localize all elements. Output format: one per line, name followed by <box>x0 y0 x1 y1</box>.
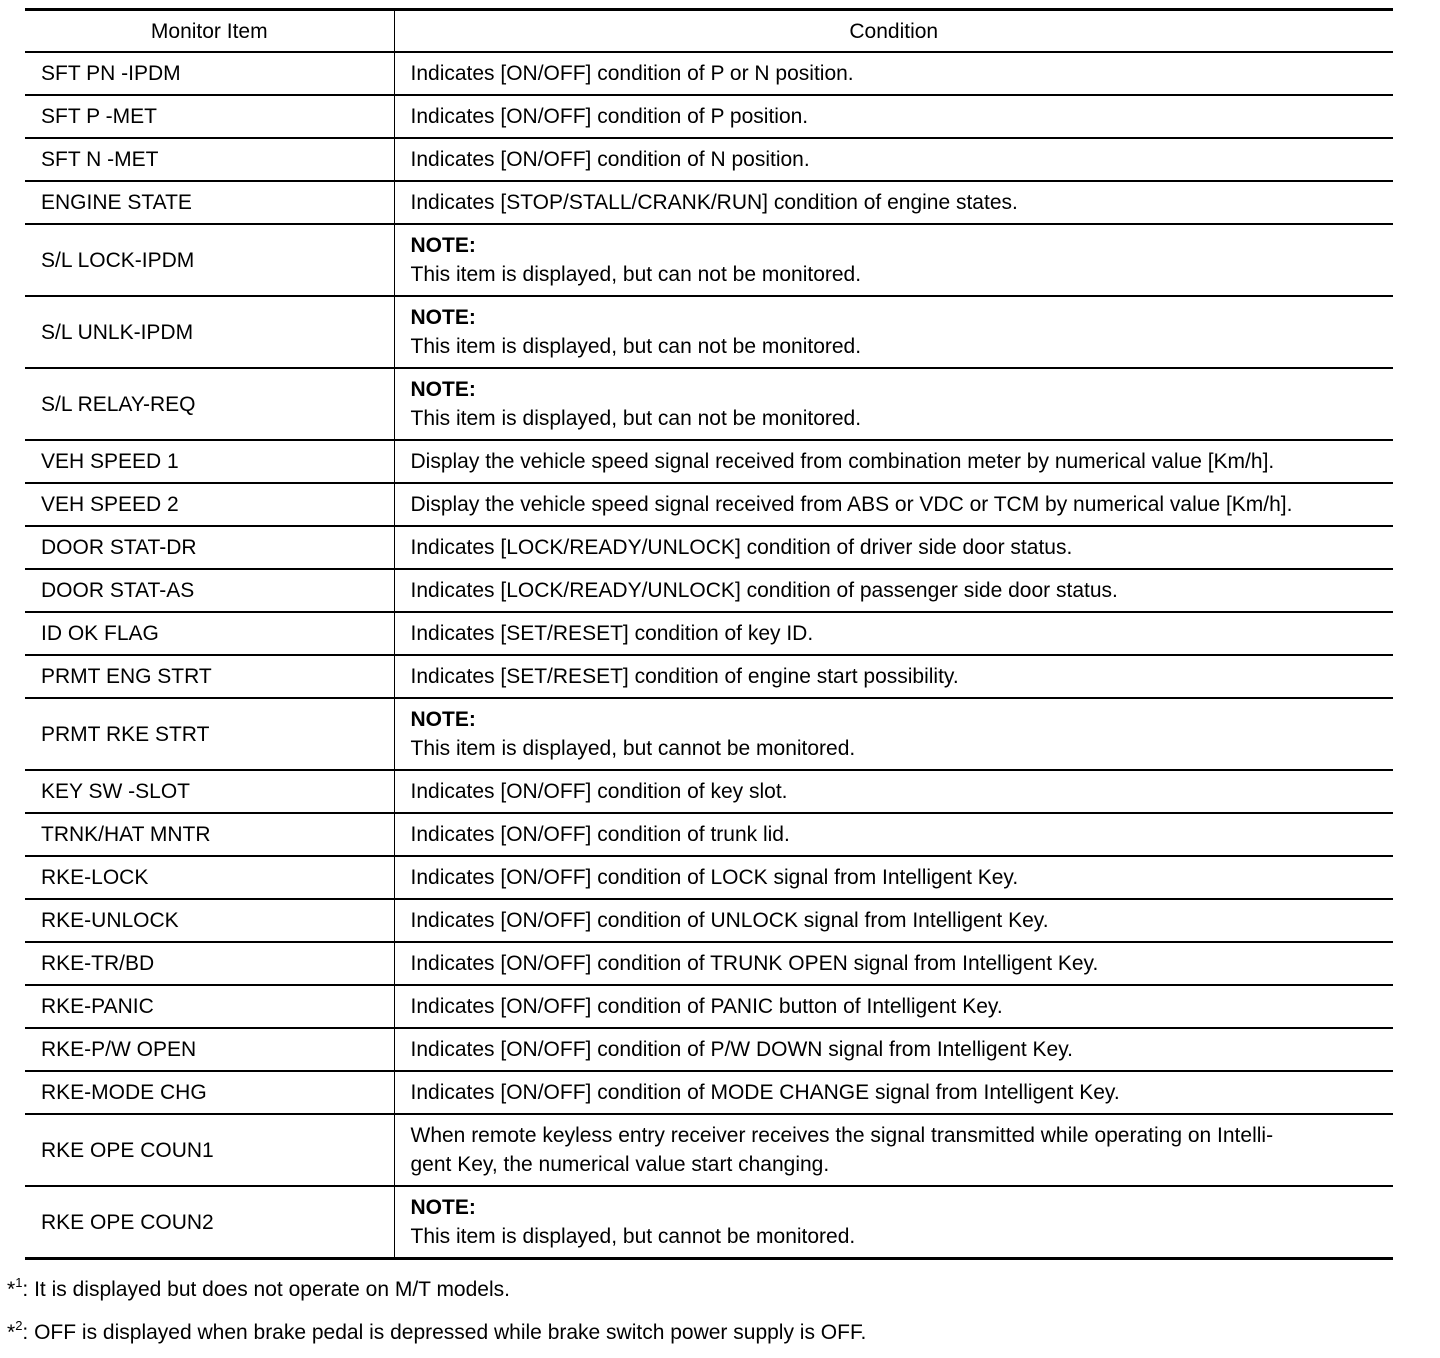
monitor-item-cell: RKE-MODE CHG <box>25 1071 394 1114</box>
condition-cell: Display the vehicle speed signal received from ABS or VDC or TCM by numerical value [Km/h]. <box>394 483 1393 526</box>
footnote-mark: * <box>7 1321 16 1344</box>
note-text: This item is displayed, but can not be monitored. <box>410 263 862 286</box>
note-text: This item is displayed, but cannot be monitored. <box>410 737 856 760</box>
condition-cell: Indicates [ON/OFF] condition of MODE CHANGE signal from Intelligent Key. <box>394 1071 1393 1114</box>
table-row <box>25 942 1393 985</box>
monitor-item-cell: S/L UNLK-IPDM <box>25 296 394 368</box>
condition-cell: Indicates [ON/OFF] condition of P/W DOWN signal from Intelligent Key. <box>394 1028 1393 1071</box>
table-row <box>25 296 1393 368</box>
condition-cell: Indicates [ON/OFF] condition of TRUNK OPEN signal from Intelligent Key. <box>394 942 1393 985</box>
monitor-item-cell: ENGINE STATE <box>25 181 394 224</box>
monitor-item-cell: RKE-PANIC <box>25 985 394 1028</box>
condition-cell: Indicates [ON/OFF] condition of LOCK signal from Intelligent Key. <box>394 856 1393 899</box>
note-text: This item is displayed, but can not be monitored. <box>410 407 862 430</box>
condition-cell: Indicates [STOP/STALL/CRANK/RUN] condition of engine states. <box>394 181 1393 224</box>
monitor-item-cell: S/L RELAY-REQ <box>25 368 394 440</box>
monitor-item-cell: VEH SPEED 1 <box>25 440 394 483</box>
monitor-item-cell: PRMT ENG STRT <box>25 655 394 698</box>
table-row <box>25 899 1393 942</box>
table-row <box>25 526 1393 569</box>
monitor-item-cell: RKE OPE COUN1 <box>25 1114 394 1186</box>
note-label: NOTE: <box>410 378 476 401</box>
note-text: This item is displayed, but can not be monitored. <box>410 335 862 358</box>
note-label: NOTE: <box>410 708 476 731</box>
monitor-item-cell: RKE-UNLOCK <box>25 899 394 942</box>
monitor-item-cell: ID OK FLAG <box>25 612 394 655</box>
footnote-mark: * <box>7 1278 16 1301</box>
condition-cell: Indicates [ON/OFF] condition of trunk lid. <box>394 813 1393 856</box>
monitor-item-cell: SFT PN -IPDM <box>25 52 394 95</box>
table-row <box>25 1114 1393 1186</box>
monitor-item-cell: RKE-P/W OPEN <box>25 1028 394 1071</box>
table-row <box>25 368 1393 440</box>
column-header-condition: Condition <box>394 10 1393 53</box>
table-row <box>25 612 1393 655</box>
footnote-number: 1 <box>15 1275 23 1290</box>
monitor-item-cell: RKE OPE COUN2 <box>25 1186 394 1259</box>
monitor-item-cell: DOOR STAT-DR <box>25 526 394 569</box>
table-row <box>25 138 1393 181</box>
table-row <box>25 95 1393 138</box>
condition-cell <box>394 1186 1393 1259</box>
table-row <box>25 698 1393 770</box>
condition-cell <box>394 224 1393 296</box>
condition-cell: Display the vehicle speed signal received from combination meter by numerical value [Km/h]. <box>394 440 1393 483</box>
monitor-item-cell: S/L LOCK-IPDM <box>25 224 394 296</box>
table-row <box>25 440 1393 483</box>
monitor-item-cell: SFT P -MET <box>25 95 394 138</box>
condition-cell: Indicates [ON/OFF] condition of PANIC button of Intelligent Key. <box>394 985 1393 1028</box>
note-label: NOTE: <box>410 306 476 329</box>
column-header-monitor-item: Monitor Item <box>25 10 394 53</box>
table-row <box>25 813 1393 856</box>
condition-cell: Indicates [LOCK/READY/UNLOCK] condition of passenger side door status. <box>394 569 1393 612</box>
monitor-item-cell: VEH SPEED 2 <box>25 483 394 526</box>
condition-cell: Indicates [ON/OFF] condition of UNLOCK signal from Intelligent Key. <box>394 899 1393 942</box>
condition-cell: Indicates [SET/RESET] condition of key ID. <box>394 612 1393 655</box>
note-label: NOTE: <box>410 234 476 257</box>
monitor-item-cell: DOOR STAT-AS <box>25 569 394 612</box>
table-row <box>25 985 1393 1028</box>
condition-cell: Indicates [LOCK/READY/UNLOCK] condition of driver side door status. <box>394 526 1393 569</box>
table-row <box>25 1071 1393 1114</box>
table-row <box>25 483 1393 526</box>
condition-cell: Indicates [SET/RESET] condition of engine start possibility. <box>394 655 1393 698</box>
monitor-item-cell: TRNK/HAT MNTR <box>25 813 394 856</box>
condition-cell <box>394 368 1393 440</box>
condition-cell: Indicates [ON/OFF] condition of key slot. <box>394 770 1393 813</box>
condition-cell <box>394 698 1393 770</box>
condition-cell <box>394 1114 1393 1186</box>
note-label: NOTE: <box>410 1196 476 1219</box>
monitor-item-table <box>25 8 1393 1260</box>
footnote-text: : It is displayed but does not operate on M/T models. <box>22 1278 510 1301</box>
table-row <box>25 181 1393 224</box>
table-row <box>25 52 1393 95</box>
condition-line: When remote keyless entry receiver receives the signal transmitted while operating on Intelli- <box>410 1124 1274 1147</box>
footnote-text: : OFF is displayed when brake pedal is depressed while brake switch power supply is OFF. <box>22 1321 867 1344</box>
monitor-item-cell: RKE-TR/BD <box>25 942 394 985</box>
table-row <box>25 770 1393 813</box>
monitor-item-cell: SFT N -MET <box>25 138 394 181</box>
note-text: This item is displayed, but cannot be monitored. <box>410 1225 856 1248</box>
condition-cell: Indicates [ON/OFF] condition of P position. <box>394 95 1393 138</box>
monitor-item-cell: PRMT RKE STRT <box>25 698 394 770</box>
footnote-number: 2 <box>15 1318 23 1333</box>
condition-line: gent Key, the numerical value start changing. <box>410 1153 830 1176</box>
table-row <box>25 655 1393 698</box>
footnote-2 <box>7 1313 866 1346</box>
monitor-item-cell: KEY SW -SLOT <box>25 770 394 813</box>
table-row <box>25 569 1393 612</box>
condition-cell <box>394 296 1393 368</box>
table-row <box>25 1028 1393 1071</box>
table-row <box>25 224 1393 296</box>
condition-cell: Indicates [ON/OFF] condition of N position. <box>394 138 1393 181</box>
monitor-item-cell: RKE-LOCK <box>25 856 394 899</box>
table-header-row <box>25 10 1393 53</box>
table-row <box>25 1186 1393 1259</box>
table-row <box>25 856 1393 899</box>
condition-cell: Indicates [ON/OFF] condition of P or N position. <box>394 52 1393 95</box>
footnote-1 <box>7 1270 510 1303</box>
